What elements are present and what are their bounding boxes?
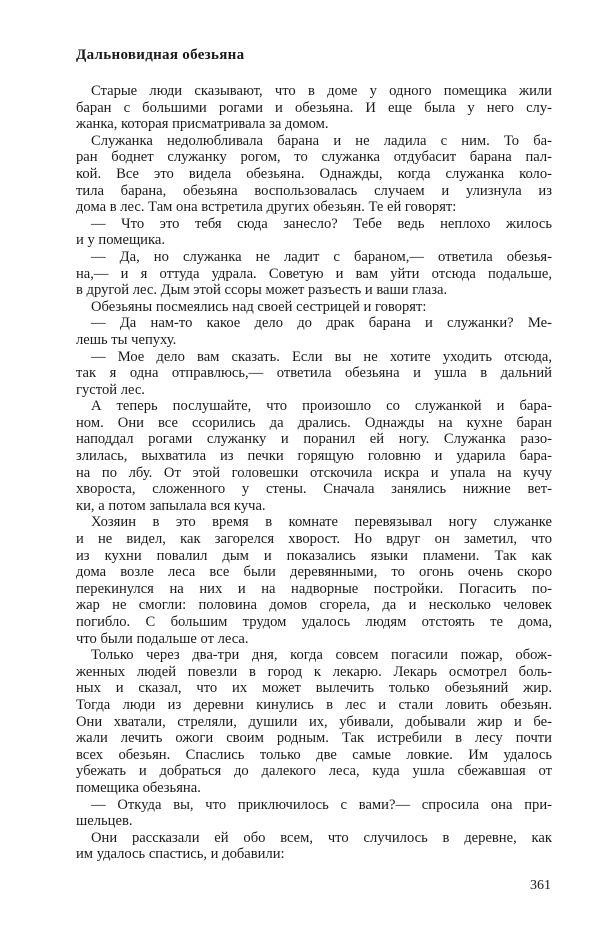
text-line: что были подальше от леса. [76, 630, 249, 647]
paragraph [76, 133, 552, 216]
text-line: дома возле леса все были деревянными, то огонь очень скоро [76, 564, 552, 581]
text-line: Старые люди сказывают, что в доме у одного помещика жили [91, 83, 552, 99]
text-line: дома в лес. Там она встретила других обезьян. Те ей говорят: [76, 199, 457, 216]
text-line: Они хватали, стреляли, душили их, убивали, добывали жир и бе- [76, 713, 552, 730]
story-body [76, 83, 552, 863]
text-line: — Откуда вы, что приключилось с вами?— спросила она при- [91, 796, 552, 813]
text-line: ных и сказал, что их может вылечить только обезьяний жир. [76, 680, 552, 697]
text-line: из кухни повалил дым и показались языки пламени. Так как [76, 547, 552, 564]
text-line: Они рассказали ей обо всем, что случилось в деревне, как [91, 829, 552, 846]
paragraph [76, 514, 552, 647]
text-line: на по лбу. От этой головешки отскочила искра и упала на кучу [76, 464, 552, 481]
text-line: ном. Они все ссорились да дрались. Однажды на кухне баран [76, 414, 552, 431]
text-line: так я одна отправлюсь,— ответила обезьяна и ушла в дальний [76, 365, 552, 382]
text-line: перекинулся на них и на надворные постройки. Погасить по- [76, 580, 552, 597]
text-line: ки, а потом запылала вся куча. [76, 497, 266, 514]
text-line: жар не смогли: половина домов сгорела, да и несколько человек [76, 597, 552, 614]
text-line: Обезьяны посмеялись над своей сестрицей и говорят: [91, 298, 427, 315]
text-line: женных людей повезли в город к лекарю. Лекарь осмотрел боль- [76, 663, 552, 680]
text-line: Тогда люди из деревни кинулись в лес и стали ловить обезьян. [76, 696, 552, 713]
text-line: злилась, выхватила из печки горящую головню и ударила бара- [76, 448, 552, 465]
text-line: — Мое дело вам сказать. Если вы не хотите уходить отсюда, [91, 348, 552, 365]
text-line: шельцев. [76, 813, 133, 830]
paragraph [76, 797, 552, 830]
paragraph [76, 83, 552, 133]
text-line: кой. Все это видела обезьяна. Однажды, когда служанка коло- [76, 165, 552, 182]
paragraph [76, 830, 552, 863]
paragraph [76, 349, 552, 399]
text-line: Хозяин в это время в комнате перевязывал ногу служанке [91, 514, 552, 531]
text-line: хвороста, сложенного у стены. Сначала занялись нижние вет- [76, 481, 552, 498]
text-line: в другой лес. Дым этой ссоры может разъесть и ваши глаза. [76, 282, 448, 299]
text-line: жали лечить ожоги своим родным. Так истребили в лесу почти [76, 730, 552, 747]
page-number: 361 [530, 878, 551, 893]
text-line: и у помещика. [76, 232, 165, 249]
text-line: Служанка недолюбливала барана и не ладила с ним. То ба- [91, 132, 552, 149]
text-line: — Что это тебя сюда занесло? Тебе ведь неплохо жилось [91, 215, 552, 232]
paragraph [76, 647, 552, 796]
text-line: Только через два-три дня, когда совсем погасили пожар, обож- [91, 647, 552, 664]
text-line: густой лес. [76, 381, 145, 398]
text-line: — Да нам-то какое дело до драк барана и служанки? Ме- [91, 315, 552, 332]
text-line: погибло. С большим трудом удалось людям отстоять те дома, [76, 614, 552, 630]
text-line: — Да, но служанка не ладит с бараном,— ответила обезья- [91, 248, 552, 265]
text-line: на,— и я оттуда удрала. Советую и вам уйти отсюда подальше, [76, 265, 552, 282]
text-line: всех обезьян. Спаслись только две самые ловкие. Им удалось [76, 746, 552, 763]
text-line: ран боднет служанку рогом, то служанка отдубасит барана пал- [76, 149, 552, 166]
text-line: наподдал рогами служанку и поранил ей ногу. Служанка разо- [76, 431, 552, 448]
paragraph [76, 216, 552, 249]
paragraph [76, 398, 552, 514]
paragraph [76, 315, 552, 348]
text-line: тила барана, обезьяна воспользовалась случаем и улизнула из [76, 182, 552, 199]
text-line: жанка, которая присматривала за домом. [76, 116, 329, 133]
text-line: им удалось спастись, и добавили: [76, 846, 285, 863]
text-line: помещика обезьяна. [76, 779, 201, 796]
text-line: баран с большими рогами и обезьяна. И еще была у него слу- [76, 99, 552, 116]
text-line: А теперь послушайте, что произошло со служанкой и бара- [91, 398, 552, 415]
text-line: и не видел, как загорелся хворост. Но вдруг он заметил, что [76, 531, 552, 548]
story-title: Дальновидная обезьяна [76, 47, 245, 63]
paragraph [76, 299, 552, 316]
paragraph [76, 249, 552, 299]
text-line: лешь ты чепуху. [76, 331, 177, 348]
text-line: убежать и добраться до далекого леса, куда ушла сбежавшая от [76, 763, 552, 780]
